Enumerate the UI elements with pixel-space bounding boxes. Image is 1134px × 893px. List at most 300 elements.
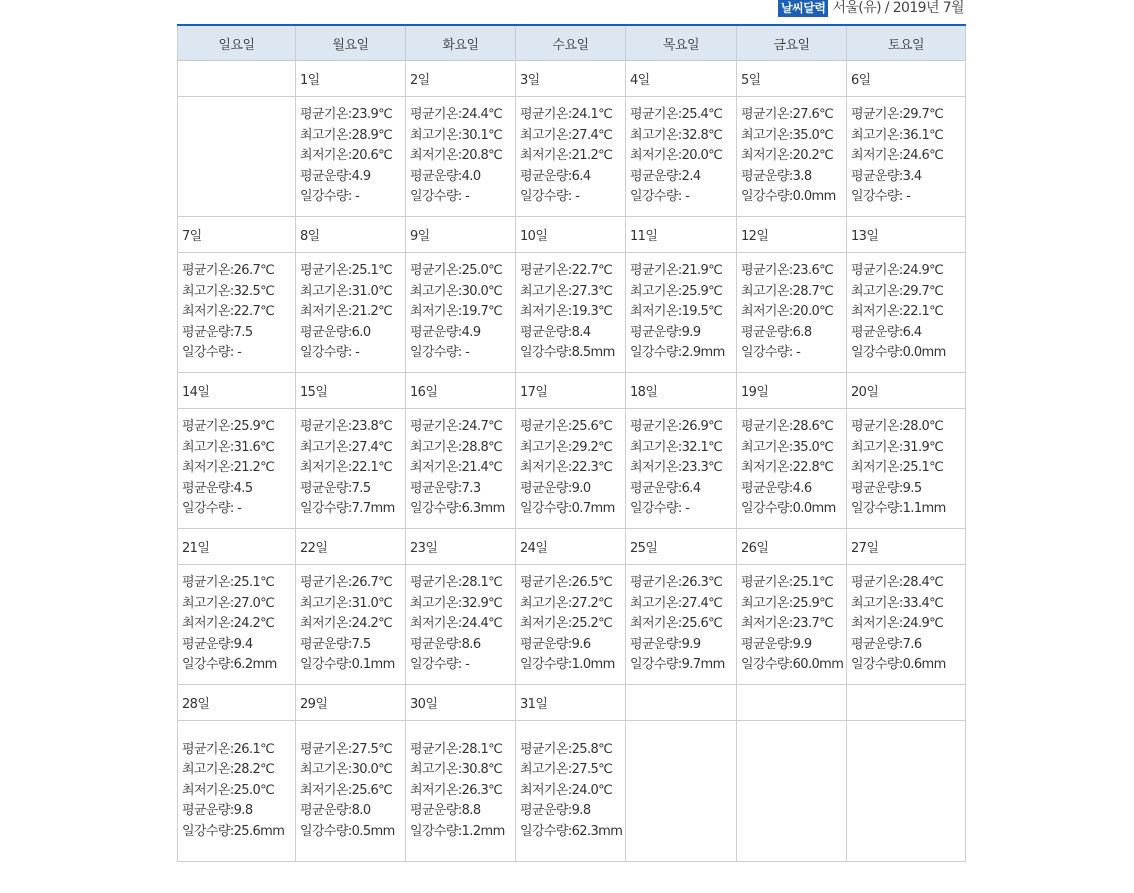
day-date-label: 20일 xyxy=(851,385,879,400)
weather-max-label: 최고기온: xyxy=(300,127,352,143)
weather-max-line xyxy=(741,438,846,459)
weather-cloud-value: 8.6 xyxy=(461,636,481,652)
weather-rain-value: - xyxy=(233,501,242,517)
weather-cloud-label: 평균운량: xyxy=(630,168,682,184)
day-date-label: 15일 xyxy=(300,385,328,400)
weekday-header-sat: 토요일 xyxy=(847,25,966,61)
weather-max-value: 27.5℃ xyxy=(571,762,613,778)
day-date-cell xyxy=(626,529,737,565)
weather-min-label: 최저기온: xyxy=(520,148,572,164)
weather-min-line xyxy=(182,458,295,479)
weather-cloud-line xyxy=(182,635,295,656)
weather-max-line xyxy=(300,126,405,147)
weather-max-label: 최고기온: xyxy=(741,595,793,611)
weather-rain-value: 60.0mm xyxy=(792,657,844,673)
weather-max-value: 27.0℃ xyxy=(233,595,275,611)
weather-min-value: 24.6℃ xyxy=(902,148,944,164)
day-date-cell xyxy=(406,61,516,97)
day-date-cell xyxy=(847,529,966,565)
weather-min-line xyxy=(851,458,965,479)
day-weather-cell xyxy=(737,253,847,373)
weather-rain-line xyxy=(851,655,965,676)
weather-max-label: 최고기온: xyxy=(851,127,903,143)
weather-max-line xyxy=(741,282,846,303)
weather-avg-value: 27.6℃ xyxy=(792,107,834,123)
weather-calendar-table xyxy=(177,24,966,862)
weather-avg-value: 24.1℃ xyxy=(571,107,613,123)
weather-min-line xyxy=(520,614,625,635)
weather-cloud-value: 6.4 xyxy=(902,324,922,340)
weather-max-value: 31.9℃ xyxy=(902,439,944,455)
day-weather-cell xyxy=(406,565,516,685)
weather-cloud-value: 9.9 xyxy=(792,636,812,652)
weather-min-label: 최저기온: xyxy=(300,304,352,320)
weather-min-value: 20.0℃ xyxy=(681,148,723,164)
weather-max-label: 최고기온: xyxy=(182,595,234,611)
weather-max-label: 최고기온: xyxy=(851,595,903,611)
day-date-label: 18일 xyxy=(630,385,658,400)
day-date-cell xyxy=(516,217,626,253)
weather-rain-label: 일강수량: xyxy=(741,189,793,205)
day-weather-cell xyxy=(847,565,966,685)
weather-cloud-label: 평균운량: xyxy=(741,168,793,184)
day-weather-cell xyxy=(626,253,737,373)
weather-avg-line xyxy=(410,573,515,594)
weather-avg-line xyxy=(410,417,515,438)
day-date-cell xyxy=(737,217,847,253)
day-date-label: 5일 xyxy=(741,73,761,88)
week-info-row xyxy=(178,253,966,373)
weather-max-line xyxy=(300,760,405,781)
weather-min-value: 25.1℃ xyxy=(902,460,944,476)
weather-rain-value: 2.9mm xyxy=(681,345,725,361)
weather-avg-label: 평균기온: xyxy=(182,741,234,757)
weather-rain-line xyxy=(741,655,846,676)
weather-min-label: 최저기온: xyxy=(410,460,462,476)
weather-rain-value: 0.0mm xyxy=(902,345,946,361)
weather-rain-value: 0.5mm xyxy=(351,823,395,839)
weather-avg-value: 26.5℃ xyxy=(571,575,613,591)
weather-avg-line xyxy=(300,105,405,126)
weather-avg-label: 평균기온: xyxy=(741,575,793,591)
weather-min-value: 25.6℃ xyxy=(351,782,393,798)
weather-avg-line xyxy=(520,573,625,594)
weather-min-value: 25.0℃ xyxy=(233,782,275,798)
day-date-cell xyxy=(847,373,966,409)
weather-avg-label: 평균기온: xyxy=(741,263,793,279)
weather-avg-value: 28.6℃ xyxy=(792,419,834,435)
weather-cloud-value: 8.8 xyxy=(461,803,481,819)
weather-max-line xyxy=(410,438,515,459)
weather-rain-line xyxy=(630,655,736,676)
weather-max-value: 31.6℃ xyxy=(233,439,275,455)
weather-cloud-label: 평균운량: xyxy=(851,324,903,340)
weather-rain-value: - xyxy=(571,189,580,205)
weather-cloud-label: 평균운량: xyxy=(410,480,462,496)
weather-avg-value: 25.8℃ xyxy=(571,741,613,757)
weather-rain-label: 일강수량: xyxy=(300,345,352,361)
weather-avg-value: 22.7℃ xyxy=(571,263,613,279)
weather-max-line xyxy=(182,760,295,781)
weather-cloud-line xyxy=(520,479,625,500)
weather-avg-line xyxy=(410,740,515,761)
weather-min-line xyxy=(520,146,625,167)
weather-rain-value: - xyxy=(902,189,911,205)
weather-cloud-line xyxy=(520,323,625,344)
weather-max-label: 최고기온: xyxy=(741,127,793,143)
weather-min-value: 22.3℃ xyxy=(571,460,613,476)
weather-max-label: 최고기온: xyxy=(520,283,572,299)
weather-rain-line xyxy=(410,499,515,520)
weather-max-line xyxy=(182,438,295,459)
day-weather-cell xyxy=(847,253,966,373)
empty-date-cell xyxy=(626,685,737,721)
day-weather-cell xyxy=(516,97,626,217)
day-date-cell xyxy=(847,61,966,97)
weather-rain-value: 0.1mm xyxy=(351,657,395,673)
day-date-label: 7일 xyxy=(182,229,202,244)
weather-cloud-label: 평균운량: xyxy=(300,480,352,496)
weather-max-label: 최고기온: xyxy=(410,595,462,611)
weather-min-label: 최저기온: xyxy=(630,460,682,476)
weather-cloud-value: 9.6 xyxy=(571,636,591,652)
weather-cloud-label: 평균운량: xyxy=(182,636,234,652)
weather-rain-label: 일강수량: xyxy=(410,657,462,673)
day-date-cell xyxy=(516,373,626,409)
weather-cloud-value: 9.5 xyxy=(902,480,922,496)
weather-max-line xyxy=(520,760,625,781)
weather-min-value: 21.2℃ xyxy=(351,304,393,320)
weather-cloud-line xyxy=(520,801,625,822)
day-date-label: 2일 xyxy=(410,73,430,88)
weather-avg-value: 27.5℃ xyxy=(351,741,393,757)
weather-max-label: 최고기온: xyxy=(520,127,572,143)
weather-rain-value: - xyxy=(351,345,360,361)
day-date-label: 31일 xyxy=(520,697,548,712)
weather-max-line xyxy=(300,594,405,615)
weather-avg-label: 평균기온: xyxy=(300,263,352,279)
weather-cloud-label: 평균운량: xyxy=(630,324,682,340)
weather-cloud-label: 평균운량: xyxy=(520,803,572,819)
weather-avg-line xyxy=(300,740,405,761)
day-date-cell xyxy=(626,373,737,409)
weather-avg-label: 평균기온: xyxy=(630,575,682,591)
weather-min-value: 22.1℃ xyxy=(902,304,944,320)
weather-max-value: 30.0℃ xyxy=(351,762,393,778)
weather-rain-label: 일강수량: xyxy=(182,501,234,517)
weather-rain-value: 1.0mm xyxy=(571,657,615,673)
weather-min-value: 23.7℃ xyxy=(792,616,834,632)
weather-cloud-value: 2.4 xyxy=(681,168,701,184)
weather-rain-value: 0.7mm xyxy=(571,501,615,517)
weather-rain-line xyxy=(182,343,295,364)
day-date-cell xyxy=(406,217,516,253)
weather-min-line xyxy=(300,302,405,323)
weather-rain-line xyxy=(300,499,405,520)
weather-min-line xyxy=(630,614,736,635)
weather-max-value: 32.8℃ xyxy=(681,127,723,143)
weather-avg-value: 23.8℃ xyxy=(351,419,393,435)
weather-max-value: 30.1℃ xyxy=(461,127,503,143)
weather-min-value: 20.2℃ xyxy=(792,148,834,164)
weather-cloud-label: 평균운량: xyxy=(630,636,682,652)
weather-max-label: 최고기온: xyxy=(630,595,682,611)
weather-rain-label: 일강수량: xyxy=(520,657,572,673)
weather-min-value: 21.2℃ xyxy=(571,148,613,164)
weather-max-line xyxy=(630,438,736,459)
weather-rain-label: 일강수량: xyxy=(851,657,903,673)
weather-rain-line xyxy=(410,187,515,208)
weather-rain-value: - xyxy=(351,189,360,205)
weather-cloud-value: 4.6 xyxy=(792,480,812,496)
weather-rain-line xyxy=(300,822,405,843)
weather-avg-line xyxy=(741,573,846,594)
weather-min-label: 최저기온: xyxy=(851,460,903,476)
weather-cloud-value: 4.5 xyxy=(233,480,253,496)
weather-rain-label: 일강수량: xyxy=(410,189,462,205)
weather-max-value: 32.1℃ xyxy=(681,439,723,455)
weather-rain-label: 일강수량: xyxy=(410,501,462,517)
weather-min-line xyxy=(300,781,405,802)
day-date-label: 6일 xyxy=(851,73,871,88)
weather-max-value: 27.4℃ xyxy=(681,595,723,611)
empty-date-cell xyxy=(737,685,847,721)
weather-avg-line xyxy=(851,417,965,438)
weather-cloud-line xyxy=(300,635,405,656)
weather-min-label: 최저기온: xyxy=(410,304,462,320)
weather-max-label: 최고기온: xyxy=(851,439,903,455)
weather-max-label: 최고기온: xyxy=(520,762,572,778)
day-weather-cell xyxy=(516,409,626,529)
weather-max-value: 32.5℃ xyxy=(233,283,275,299)
day-weather-cell xyxy=(406,97,516,217)
week-date-row xyxy=(178,61,966,97)
weather-rain-line xyxy=(851,499,965,520)
weather-avg-value: 25.0℃ xyxy=(461,263,503,279)
weather-max-line xyxy=(520,282,625,303)
weather-cloud-line xyxy=(851,635,965,656)
week-info-row xyxy=(178,97,966,217)
day-weather-cell xyxy=(296,409,406,529)
weather-rain-label: 일강수량: xyxy=(630,501,682,517)
weather-rain-line xyxy=(520,822,625,843)
weather-avg-value: 28.4℃ xyxy=(902,575,944,591)
empty-weather-cell xyxy=(737,721,847,862)
day-date-cell xyxy=(296,373,406,409)
weather-max-value: 35.0℃ xyxy=(792,439,834,455)
weather-min-value: 19.7℃ xyxy=(461,304,503,320)
weather-calendar-badge: 날씨달력 xyxy=(778,0,828,17)
weather-rain-label: 일강수량: xyxy=(182,657,234,673)
day-date-cell xyxy=(406,373,516,409)
day-weather-cell xyxy=(516,565,626,685)
weather-cloud-value: 4.9 xyxy=(461,324,481,340)
weather-avg-value: 26.7℃ xyxy=(351,575,393,591)
weekday-header-row xyxy=(178,25,966,61)
weather-avg-value: 25.6℃ xyxy=(571,419,613,435)
week-info-row xyxy=(178,565,966,685)
weather-avg-value: 23.6℃ xyxy=(792,263,834,279)
day-date-label: 14일 xyxy=(182,385,210,400)
weather-min-value: 26.3℃ xyxy=(461,782,503,798)
weather-cloud-line xyxy=(741,323,846,344)
weather-avg-line xyxy=(851,261,965,282)
weather-min-label: 최저기온: xyxy=(520,304,572,320)
weather-min-value: 25.6℃ xyxy=(681,616,723,632)
weather-avg-label: 평균기온: xyxy=(410,741,462,757)
weather-max-value: 25.9℃ xyxy=(681,283,723,299)
day-date-cell xyxy=(737,373,847,409)
weather-avg-label: 평균기온: xyxy=(630,107,682,123)
weather-avg-line xyxy=(630,417,736,438)
weather-min-line xyxy=(410,458,515,479)
weather-rain-line xyxy=(520,499,625,520)
weather-cloud-line xyxy=(851,323,965,344)
weather-avg-label: 평균기온: xyxy=(410,107,462,123)
weather-cloud-label: 평균운량: xyxy=(182,480,234,496)
weather-rain-line xyxy=(300,655,405,676)
weather-max-label: 최고기온: xyxy=(630,439,682,455)
weather-min-label: 최저기온: xyxy=(630,616,682,632)
weather-rain-value: 6.3mm xyxy=(461,501,505,517)
day-weather-cell xyxy=(296,565,406,685)
weather-rain-line xyxy=(630,499,736,520)
weather-avg-label: 평균기온: xyxy=(851,419,903,435)
weather-max-line xyxy=(182,282,295,303)
weather-max-label: 최고기온: xyxy=(630,127,682,143)
weather-cloud-value: 6.4 xyxy=(571,168,591,184)
weather-avg-line xyxy=(520,105,625,126)
weather-min-line xyxy=(741,614,846,635)
day-weather-cell xyxy=(626,409,737,529)
weather-cloud-line xyxy=(410,167,515,188)
weather-cloud-value: 9.0 xyxy=(571,480,591,496)
weather-max-value: 28.8℃ xyxy=(461,439,503,455)
day-weather-cell xyxy=(406,409,516,529)
weather-cloud-line xyxy=(741,635,846,656)
weather-min-line xyxy=(182,781,295,802)
weather-min-line xyxy=(520,781,625,802)
weather-rain-label: 일강수량: xyxy=(182,823,234,839)
day-date-cell xyxy=(516,529,626,565)
weather-avg-value: 26.7℃ xyxy=(233,263,275,279)
weather-avg-label: 평균기온: xyxy=(520,419,572,435)
weather-min-line xyxy=(630,146,736,167)
weather-avg-line xyxy=(182,261,295,282)
weather-cloud-value: 9.9 xyxy=(681,636,701,652)
weather-cloud-value: 4.9 xyxy=(351,168,371,184)
weather-max-label: 최고기온: xyxy=(182,762,234,778)
day-weather-cell xyxy=(737,565,847,685)
weather-rain-label: 일강수량: xyxy=(520,189,572,205)
weather-rain-label: 일강수량: xyxy=(300,501,352,517)
weather-rain-label: 일강수량: xyxy=(520,345,572,361)
weather-min-value: 24.9℃ xyxy=(902,616,944,632)
weather-cloud-value: 6.0 xyxy=(351,324,371,340)
weather-avg-label: 평균기온: xyxy=(410,575,462,591)
weather-avg-line xyxy=(851,105,965,126)
weather-avg-label: 평균기온: xyxy=(182,419,234,435)
weather-rain-line xyxy=(520,655,625,676)
day-weather-cell xyxy=(296,721,406,862)
day-date-cell xyxy=(296,61,406,97)
weather-rain-value: 1.1mm xyxy=(902,501,946,517)
day-date-cell xyxy=(626,61,737,97)
weather-rain-line xyxy=(182,822,295,843)
weather-min-line xyxy=(410,781,515,802)
weather-cloud-line xyxy=(410,479,515,500)
day-date-label: 21일 xyxy=(182,541,210,556)
day-weather-cell xyxy=(626,97,737,217)
weather-max-value: 28.2℃ xyxy=(233,762,275,778)
weather-min-line xyxy=(630,458,736,479)
weather-cloud-line xyxy=(182,801,295,822)
weather-cloud-value: 7.5 xyxy=(351,636,371,652)
weather-cloud-label: 평균운량: xyxy=(741,636,793,652)
weather-cloud-line xyxy=(182,323,295,344)
weather-rain-line xyxy=(741,499,846,520)
weather-max-value: 29.2℃ xyxy=(571,439,613,455)
weather-avg-label: 평균기온: xyxy=(851,575,903,591)
weather-max-value: 29.7℃ xyxy=(902,283,944,299)
weather-rain-value: 0.6mm xyxy=(902,657,946,673)
day-date-label: 29일 xyxy=(300,697,328,712)
weather-rain-label: 일강수량: xyxy=(520,501,572,517)
weather-rain-value: 25.6mm xyxy=(233,823,285,839)
weather-cloud-value: 6.8 xyxy=(792,324,812,340)
weather-max-line xyxy=(520,594,625,615)
weather-rain-label: 일강수량: xyxy=(741,345,793,361)
weather-rain-label: 일강수량: xyxy=(410,823,462,839)
weather-rain-value: 0.0mm xyxy=(792,189,836,205)
weather-max-line xyxy=(630,282,736,303)
location-month-label: 서울(유) / 2019년 7월 xyxy=(832,0,964,16)
weather-max-value: 31.0℃ xyxy=(351,595,393,611)
day-weather-cell xyxy=(178,409,296,529)
weather-avg-value: 26.9℃ xyxy=(681,419,723,435)
weather-rain-line xyxy=(630,187,736,208)
weather-max-line xyxy=(520,126,625,147)
weather-cloud-value: 7.5 xyxy=(233,324,253,340)
weather-max-label: 최고기온: xyxy=(630,283,682,299)
weather-min-line xyxy=(741,458,846,479)
weather-min-label: 최저기온: xyxy=(851,148,903,164)
weather-min-label: 최저기온: xyxy=(741,304,793,320)
weather-min-label: 최저기온: xyxy=(520,616,572,632)
weather-rain-line xyxy=(741,187,846,208)
weather-min-label: 최저기온: xyxy=(410,148,462,164)
weather-max-line xyxy=(630,126,736,147)
weather-max-line xyxy=(410,760,515,781)
weather-max-line xyxy=(300,282,405,303)
weather-min-value: 19.5℃ xyxy=(681,304,723,320)
weather-rain-label: 일강수량: xyxy=(300,657,352,673)
weather-avg-value: 26.3℃ xyxy=(681,575,723,591)
day-date-label: 3일 xyxy=(520,73,540,88)
weather-min-value: 22.8℃ xyxy=(792,460,834,476)
weather-min-label: 최저기온: xyxy=(182,460,234,476)
weather-cloud-line xyxy=(630,323,736,344)
weather-rain-value: - xyxy=(461,189,470,205)
weather-min-label: 최저기온: xyxy=(410,782,462,798)
weather-cloud-label: 평균운량: xyxy=(520,324,572,340)
weather-cloud-value: 6.4 xyxy=(681,480,701,496)
weather-rain-label: 일강수량: xyxy=(851,501,903,517)
weather-avg-label: 평균기온: xyxy=(410,263,462,279)
weather-rain-line xyxy=(851,343,965,364)
day-weather-cell xyxy=(406,721,516,862)
weather-avg-value: 24.4℃ xyxy=(461,107,503,123)
